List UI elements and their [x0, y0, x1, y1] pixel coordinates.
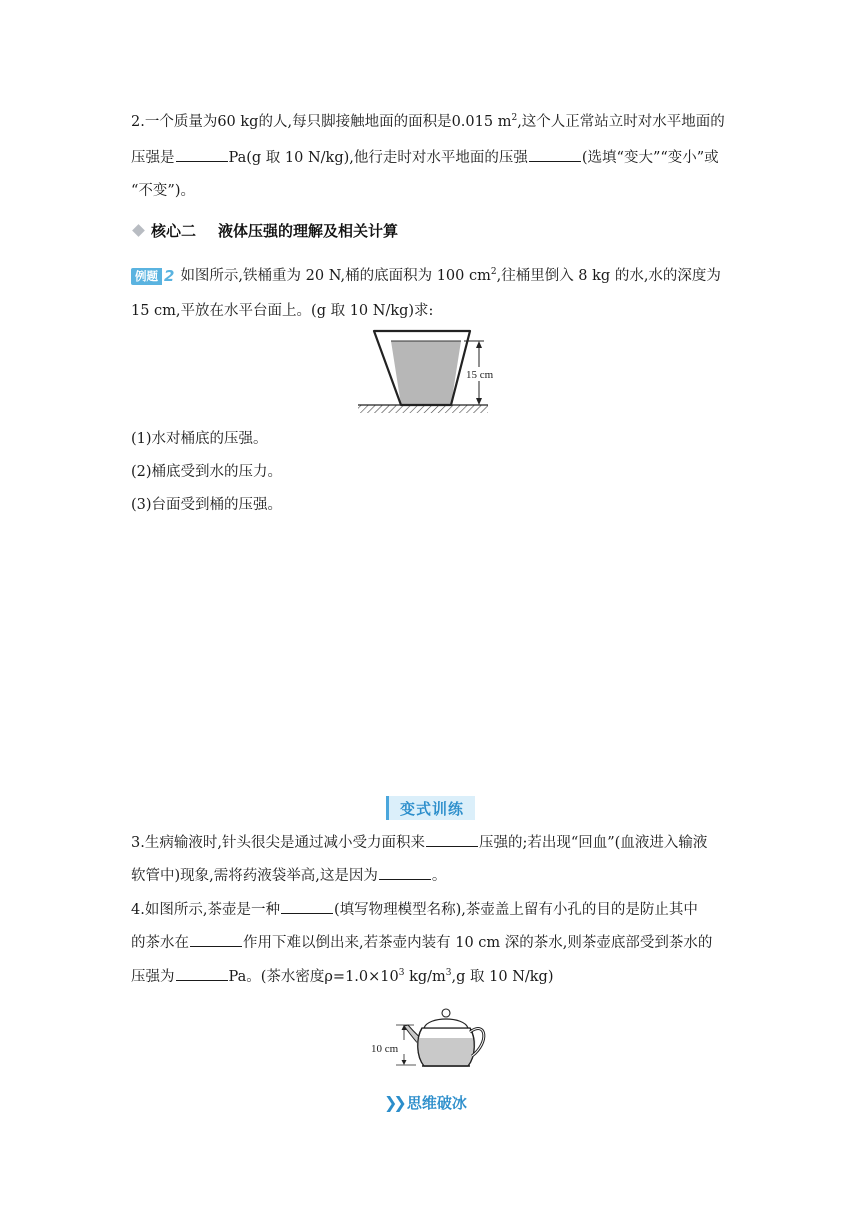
q3-text-1b: 压强的;若出现“回血”(血液进入输液 — [478, 835, 708, 851]
answer-blank[interactable] — [529, 147, 581, 162]
q2-text-2c: (选填“变大”“变小”或 — [581, 150, 719, 166]
example-badge — [131, 267, 174, 285]
q2-text-2a: 压强是 — [131, 150, 175, 166]
answer-blank[interactable] — [379, 865, 431, 880]
example-sup: 2 — [490, 267, 497, 278]
example-sub-3-text: (3)台面受到桶的压强。 — [131, 497, 283, 513]
example-sub-1 — [131, 429, 741, 449]
diamond-icon — [132, 224, 145, 237]
q2-line-1 — [131, 112, 741, 132]
q3-text-2a: 软管中)现象,需将药液袋举高,这是因为 — [131, 868, 378, 884]
example-line-1 — [131, 266, 741, 286]
section-title-b: 液体压强的理解及相关计算 — [218, 221, 399, 240]
section-heading — [131, 218, 398, 242]
answer-blank[interactable] — [281, 899, 333, 914]
q4-text-3d: ,g 取 10 N/kg) — [451, 969, 554, 985]
q2-text-2b: Pa(g 取 10 N/kg),他行走时对水平地面的压强 — [228, 150, 528, 166]
q2-text-3: “不变”)。 — [131, 183, 195, 199]
ground-hatching — [358, 405, 488, 413]
q4-sup-1: 3 — [398, 968, 405, 979]
example-text-2: 15 cm,平放在水平台面上。(g 取 10 N/kg)求: — [131, 303, 434, 319]
q3-line-2 — [131, 865, 741, 886]
q4-text-3c: kg/m — [404, 969, 446, 985]
answer-blank[interactable] — [176, 966, 228, 981]
answer-blank[interactable] — [426, 832, 478, 847]
teapot-depth-label: 10 cm — [371, 1043, 399, 1055]
q3-text-2b: 。 — [431, 868, 447, 884]
answer-blank[interactable] — [190, 932, 242, 947]
example-line-2 — [131, 301, 741, 321]
q4-text-2a: 的茶水在 — [131, 935, 189, 951]
section-title-a: 核心二 — [151, 221, 197, 240]
q4-text-1a: 4.如图所示,茶壶是一种 — [131, 902, 280, 918]
arrow-down-icon — [402, 1060, 407, 1065]
example-text-1a: 如图所示,铁桶重为 20 N,桶的底面积为 100 cm — [180, 268, 491, 284]
example-sub-2 — [131, 462, 741, 482]
example-sub-2-text: (2)桶底受到水的压力。 — [131, 464, 283, 480]
practice-banner: 变式训练 — [386, 796, 475, 820]
q4-text-3a: 压强为 — [131, 969, 175, 985]
water-fill — [391, 341, 461, 405]
depth-label: 15 cm — [466, 369, 494, 381]
q4-line-2 — [131, 932, 741, 953]
q2-text-1a: 2.一个质量为60 kg的人,每只脚接触地面的面积是0.015 m — [131, 114, 512, 130]
example-badge-number: 2 — [164, 267, 175, 285]
double-chevron-right-icon: ❯❯ — [384, 1092, 403, 1112]
q4-text-2b: 作用下难以倒出来,若茶壶内装有 10 cm 深的茶水,则茶壶底部受到茶水的 — [243, 935, 713, 951]
arrow-down-icon — [476, 398, 482, 405]
example-sub-3 — [131, 495, 741, 515]
q2-line-2 — [131, 147, 741, 168]
teapot-knob — [442, 1009, 450, 1017]
teapot-lid — [424, 1019, 468, 1028]
arrow-up-icon — [476, 341, 482, 348]
q2-sup: 2 — [511, 113, 518, 124]
q2-text-1b: ,这个人正常站立时对水平地面的 — [517, 114, 725, 130]
bucket-figure — [354, 327, 494, 419]
example-badge-label: 例题 — [131, 268, 162, 285]
example-text-1b: ,往桶里倒入 8 kg 的水,水的深度为 — [496, 268, 721, 284]
q4-text-1b: (填写物理模型名称),茶壶盖上留有小孔的目的是防止其中 — [333, 902, 698, 918]
thinking-banner-label: 思维破冰 — [406, 1093, 467, 1112]
answer-blank[interactable] — [176, 147, 228, 162]
q4-line-1 — [131, 899, 741, 920]
thinking-banner — [384, 1090, 467, 1114]
q3-text-1a: 3.生病输液时,针头很尖是通过减小受力面积来 — [131, 835, 425, 851]
q4-text-3b: Pa。(茶水密度ρ=1.0×10 — [228, 969, 399, 985]
teapot-water — [417, 1038, 475, 1066]
teapot-figure — [366, 998, 506, 1078]
q4-sup-2: 3 — [445, 968, 452, 979]
q2-line-3 — [131, 181, 741, 201]
example-sub-1-text: (1)水对桶底的压强。 — [131, 431, 268, 447]
q4-line-3 — [131, 966, 741, 987]
q3-line-1 — [131, 832, 741, 853]
